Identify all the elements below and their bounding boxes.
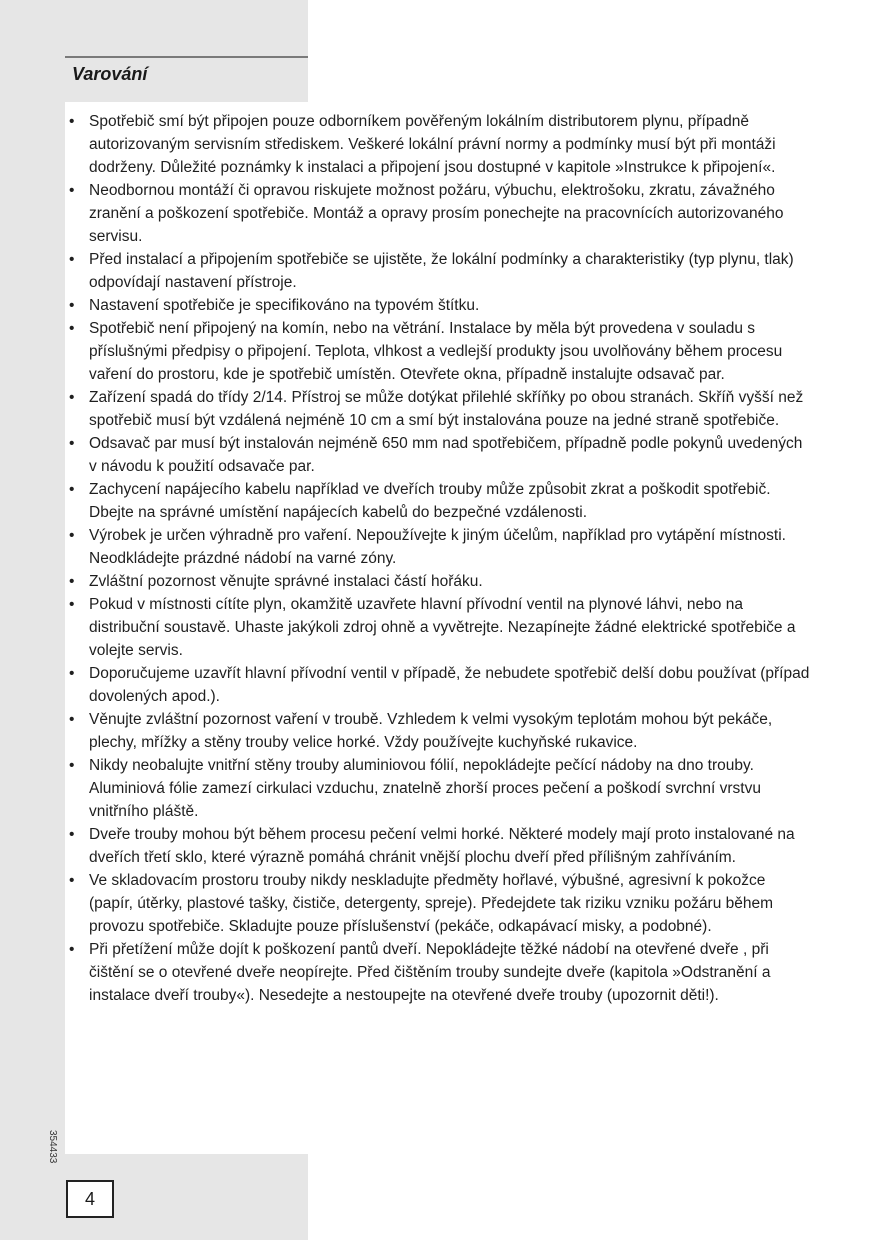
- warnings-content: [65, 102, 810, 1154]
- section-title: Varování: [72, 64, 148, 84]
- bullet-icon: •: [69, 481, 75, 498]
- warning-text: Nastavení spotřebiče je specifikováno na typovém štítku.: [89, 297, 480, 314]
- warning-text: Před instalací a připojením spotřebiče se ujistěte, že lokální podmínky a charakteristiky (typ plynu, tlak) odpovídají nastavení přístroje.: [89, 251, 794, 291]
- bullet-icon: •: [69, 297, 75, 314]
- bullet-icon: •: [69, 389, 75, 406]
- warning-text: Neodbornou montáží či opravou riskujete možnost požáru, výbuchu, elektrošoku, zkratu, závažného zranění a poškození spotřebiče. Montáž a opravy prosím ponechejte na pracovnících autorizovaného servisu.: [89, 182, 784, 245]
- warning-text: Výrobek je určen výhradně pro vaření. Nepoužívejte k jiným účelům, například pro vytápění místnosti. Neodkládejte prázdné nádobí na varné zóny.: [89, 527, 786, 567]
- warning-item: [65, 432, 810, 478]
- warning-item: [65, 294, 810, 317]
- warning-item: [65, 478, 810, 524]
- bullet-icon: •: [69, 573, 75, 590]
- warning-text: Ve skladovacím prostoru trouby nikdy neskladujte předměty hořlavé, výbušné, agresivní k pokožce (papír, útěrky, plastové tašky, čističe, detergenty, spreje). Předejdete tak riziku vzniku požáru během provozu spotřebiče. Skladujte pouze příslušenství (pekáče, odkapávací misky, a podobné).: [89, 872, 774, 935]
- bullet-icon: •: [69, 872, 75, 889]
- page-number: 4: [66, 1180, 114, 1218]
- warning-item: [65, 248, 810, 294]
- document-code: [44, 1130, 64, 1170]
- warning-text: Pokud v místnosti cítíte plyn, okamžitě uzavřete hlavní přívodní ventil na plynové láhvi, nebo na distribuční soustavě. Uhaste jakýkoli zdroj ohně a vyvětrejte. Nezapínejte žádné elektrické spotřebiče a volejte servis.: [89, 596, 796, 659]
- warning-item: [65, 708, 810, 754]
- warning-item: [65, 570, 810, 593]
- top-margin: [308, 0, 874, 60]
- warning-text: Zachycení napájecího kabelu například ve dveřích trouby může způsobit zkrat a poškodit spotřebič. Dbejte na správné umístění napájecích kabelů do bezpečné vzdálenosti.: [89, 481, 771, 521]
- bullet-icon: •: [69, 251, 75, 268]
- bullet-icon: •: [69, 711, 75, 728]
- document-code-text: 354433: [47, 1130, 58, 1164]
- bullet-icon: •: [69, 320, 75, 337]
- warning-item: [65, 823, 810, 869]
- warning-text: Odsavač par musí být instalován nejméně 650 mm nad spotřebičem, případně podle pokynů uvedených v návodu k použití odsavače par.: [89, 435, 803, 475]
- warning-text: Zvláštní pozornost věnujte správné instalaci částí hořáku.: [89, 573, 483, 590]
- bullet-icon: •: [69, 757, 75, 774]
- bullet-icon: •: [69, 435, 75, 452]
- warning-item: [65, 386, 810, 432]
- bullet-icon: •: [69, 527, 75, 544]
- warning-text: Spotřebič není připojený na komín, nebo na větrání. Instalace by měla být provedena v souladu s příslušnými předpisy o připojení. Teplota, vlhkost a vedlejší produkty jsou uvolňovány během procesu vaření do prostoru, kde je spotřebič umístěn. Otevřete okna, případně instalujte odsavač par.: [89, 320, 783, 383]
- warning-text: Doporučujeme uzavřít hlavní přívodní ventil v případě, že nebudete spotřebič delší dobu používat (případ dovolených apod.).: [89, 665, 810, 705]
- warning-list: [65, 102, 810, 1007]
- warning-text: Dveře trouby mohou být během procesu pečení velmi horké. Některé modely mají proto instalované na dveřích třetí sklo, které výrazně pomáhá chránit vnější plochu dveří před přílišným zahříváním.: [89, 826, 795, 866]
- bullet-icon: •: [69, 665, 75, 682]
- warning-text: Věnujte zvláštní pozornost vaření v troubě. Vzhledem k velmi vysokým teplotám mohou být pekáče, plechy, mřížky a stěny trouby velice horké. Vždy používejte kuchyňské rukavice.: [89, 711, 773, 751]
- warning-text: Spotřebič smí být připojen pouze odborníkem pověřeným lokálním distributorem plynu, případně autorizovaným servisním střediskem. Veškeré lokální právní normy a podmínky musí být při montáži dodrženy. Důležité poznámky k instalaci a připojení jsou dostupné v kapitole »Instrukce k připojení«.: [89, 113, 776, 176]
- bullet-icon: •: [69, 596, 75, 613]
- warning-text: Při přetížení může dojít k poškození pantů dveří. Nepokládejte těžké nádobí na otevřené dveře , při čištění se o otevřené dveře neopírejte. Před čištěním trouby sundejte dveře (kapitola »Odstranění a instalace dveří trouby«). Nesedejte a nestoupejte na otevřené dveře trouby (upozornit děti!).: [89, 941, 771, 1004]
- warning-item: [65, 869, 810, 938]
- bullet-icon: •: [69, 113, 75, 130]
- warning-text: Nikdy neobalujte vnitřní stěny trouby aluminiovou fólií, nepokládejte pečící nádoby na dno trouby. Aluminiová fólie zamezí cirkulaci vzduchu, znatelně zhorší proces pečení a poškodí svrchní vrstvu vnitřního pláště.: [89, 757, 761, 820]
- warning-item: [65, 938, 810, 1007]
- warning-item: [65, 593, 810, 662]
- warning-item: [65, 662, 810, 708]
- warning-item: [65, 179, 810, 248]
- warning-item: [65, 754, 810, 823]
- header-rule: [65, 56, 308, 58]
- warning-text: Zařízení spadá do třídy 2/14. Přístroj se může dotýkat přilehlé skříňky po obou stranách. Skříň vyšší než spotřebič musí být vzdálená nejméně 10 cm a smí být instalována pouze na jedné straně spotřebiče.: [89, 389, 804, 429]
- bullet-icon: •: [69, 826, 75, 843]
- bullet-icon: •: [69, 182, 75, 199]
- bullet-icon: •: [69, 941, 75, 958]
- warning-item: [65, 317, 810, 386]
- warning-item: [65, 110, 810, 179]
- warning-item: [65, 524, 810, 570]
